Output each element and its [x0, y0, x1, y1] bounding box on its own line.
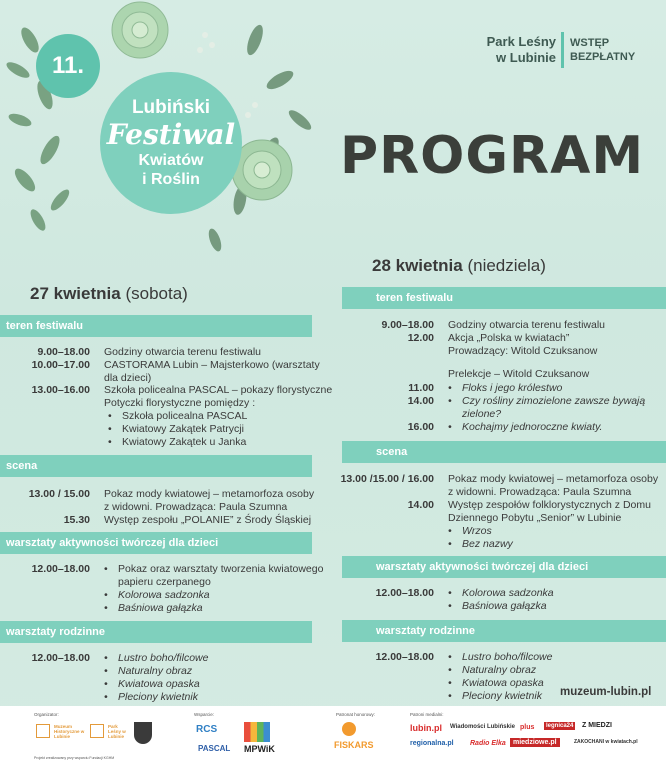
event-cont: Dziennego Pobytu „Senior” w Lubinie [448, 512, 622, 524]
badge-line-1: Lubiński [131, 97, 211, 118]
park-logo-icon [90, 724, 104, 738]
website-link[interactable]: muzeum-lubin.pl [560, 686, 652, 698]
event: Pokaz mody kwiatowej – metamorfoza osoby [448, 473, 659, 485]
wl-logo: Wiadomości Lubińskie [450, 724, 515, 730]
list-item: • Szkoła policealna PASCAL [122, 410, 247, 423]
list-item: • Pleciony kwietnik [118, 691, 198, 704]
time: 14.00 [407, 395, 434, 407]
list-item: • Pleciony kwietnik [462, 690, 542, 703]
event: Akcja „Polska w kwiatach” [448, 332, 570, 344]
time: 14.00 [407, 499, 434, 511]
list-item-cont: papieru czerpanego [118, 576, 211, 588]
edition-number: 11. [51, 52, 85, 79]
list-item: • Bez nazwy [462, 538, 513, 551]
rcs-logo: RCS [196, 724, 218, 735]
day1-weekday: (sobota) [125, 284, 188, 303]
badge-line-2: Festiwal [106, 118, 236, 151]
day1-section-dzieci: warsztaty aktywności twórczej dla dzieci [0, 532, 312, 554]
day2-date: 28 kwietnia [372, 256, 463, 275]
list-item: • Floks i jego królestwo [462, 382, 562, 395]
free-entry [570, 36, 650, 64]
list-item: • Kwiatowa opaska [462, 677, 544, 690]
venue-line-2: w Lubinie [496, 50, 556, 65]
list-item: • Kwiatowa opaska [118, 678, 200, 691]
time: 12.00–18.00 [375, 587, 434, 599]
event: CASTORAMA Lubin – Majsterkowo (warsztaty [104, 359, 320, 371]
list-item: • Kwiatowy Zakątek u Janka [122, 436, 246, 449]
fiskars-logo-icon [342, 722, 356, 736]
event-cont: Potyczki florystyczne pomiędzy : [104, 397, 256, 409]
list-item-cont: zielone? [462, 408, 502, 420]
list-item: • Baśniowa gałązka [118, 602, 203, 615]
regionalna-logo: regionalna.pl [410, 740, 454, 747]
day1-section-scena: scena [0, 455, 312, 477]
miedziowe-logo: miedziowe.pl [510, 738, 560, 747]
time: 9.00–18.00 [37, 346, 90, 358]
pascal-logo: PASCAL [198, 744, 231, 753]
succulent-top [112, 2, 168, 58]
coat-of-arms-icon [134, 722, 152, 744]
list-item: • Baśniowa gałązka [462, 600, 547, 613]
event-cont: z widowni. Prowadząca: Paula Szumna [448, 486, 632, 498]
list-item: • Kolorowa sadzonka [118, 589, 210, 602]
event: Występ zespołów folklorystycznych z Domu [448, 499, 651, 511]
funding-note: Projekt zrealizowany przy wsparciu Fundacji KGHM [34, 756, 115, 760]
badge-line-3: Kwiatów [138, 152, 204, 169]
zmiedzi-logo: Z MIEDZI [582, 722, 612, 729]
day2-section-dzieci: warsztaty aktywności twórczej dla dzieci [342, 556, 666, 578]
venue-name [478, 34, 556, 66]
list-item: • Lustro boho/filcowe [462, 651, 552, 664]
event: Występ zespołu „POLANIE” z Środy Śląskiej [104, 514, 312, 526]
time: 16.00 [407, 421, 434, 433]
event-cont: z widowni. Prowadząca: Paula Szumna [104, 501, 288, 513]
free-entry-line-2: BEZPŁATNY [570, 51, 636, 63]
list-item: • Kochajmy jednoroczne kwiaty. [462, 421, 602, 434]
list-item: • Kwiatowy Zakątek Patrycji [122, 423, 244, 436]
label-media: Patroni medialni: [410, 712, 444, 717]
list-item: • Czy rośliny zimozielone zawsze bywają [462, 395, 645, 408]
sponsor-footer [0, 706, 666, 766]
day1-section-rodzinne: warsztaty rodzinne [0, 621, 312, 643]
free-entry-line-1: WSTĘP [570, 37, 610, 49]
event-cont: Prowadzący: Witold Czuksanow [448, 345, 598, 357]
page-title: PROGRAM [340, 126, 645, 186]
day2-section-rodzinne: warsztaty rodzinne [342, 620, 666, 642]
lubin-logo: lubin.pl [410, 723, 442, 733]
day2-heading [372, 256, 546, 276]
festival-badge [100, 72, 242, 214]
radio-elka-logo: Radio Elka [470, 740, 506, 747]
label-patronage: Patronat honorowy: [336, 712, 376, 717]
time: 13.00–16.00 [31, 384, 90, 396]
time: 10.00–17.00 [31, 359, 90, 371]
legnica-logo: legnica24 [546, 723, 574, 729]
edition-badge [36, 34, 100, 98]
fiskars-logo: FISKARS [334, 740, 374, 750]
time: 11.00 [408, 382, 434, 394]
day1-date: 27 kwietnia [30, 284, 121, 303]
list-item: • Lustro boho/filcowe [118, 652, 208, 665]
time: 12.00–18.00 [375, 651, 434, 663]
time: 12.00–18.00 [31, 563, 90, 575]
event: Prelekcje – Witold Czuksanow [448, 368, 590, 380]
list-item: • Naturalny obraz [118, 665, 192, 678]
badge-line-4: i Roślin [142, 171, 200, 188]
time: 12.00 [407, 332, 434, 344]
time: 12.00–18.00 [31, 652, 90, 664]
list-item: • Kolorowa sadzonka [462, 587, 554, 600]
label-organizer: Organizator: [34, 712, 59, 717]
venue-line-1: Park Leśny [486, 34, 556, 49]
time: 13.00 /15.00 / 16.00 [340, 473, 434, 485]
day2-weekday: (niedziela) [467, 256, 546, 275]
day2-section-scena: scena [342, 441, 666, 463]
list-item: • Pokaz oraz warsztaty tworzenia kwiatowego [118, 563, 323, 576]
time: 9.00–18.00 [381, 319, 434, 331]
event: Pokaz mody kwiatowej – metamorfoza osoby [104, 488, 315, 500]
event: Godziny otwarcia terenu festiwalu [448, 319, 605, 331]
mpwik-logo: MPWiK [244, 744, 275, 754]
event-cont: dla dzieci) [104, 372, 152, 384]
label-support: Wsparcie: [194, 712, 215, 717]
day1-heading [30, 284, 188, 304]
muzeum-logo-icon [36, 724, 50, 738]
list-item: • Naturalny obraz [462, 664, 536, 677]
day1-section-teren: teren festiwalu [0, 315, 312, 337]
time: 13.00 / 15.00 [28, 488, 90, 500]
colorful-logo-icon [244, 722, 270, 742]
header-divider [561, 32, 564, 68]
event: Szkoła policealna PASCAL – pokazy florystyczne [104, 384, 333, 396]
plus-logo: plus [520, 724, 535, 731]
park-logo: Park Leśny w Lubinie [108, 724, 126, 739]
muzeum-logo: Muzeum Historyczne w Lubinie [54, 724, 85, 739]
day2-section-teren: teren festiwalu [342, 287, 666, 309]
time: 15.30 [63, 514, 90, 526]
event: Godziny otwarcia terenu festiwalu [104, 346, 261, 358]
zakochani-logo: ZAKOCHANI w kwiatach.pl [574, 739, 638, 745]
list-item: • Wrzos [462, 525, 492, 538]
